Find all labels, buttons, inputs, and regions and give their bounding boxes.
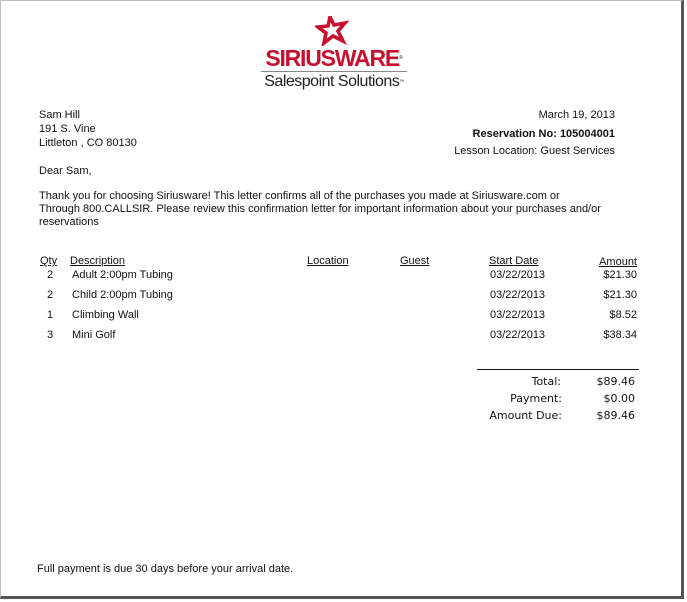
- reservation-number: Reservation No: 105004001: [472, 128, 615, 140]
- recipient-street: 191 S. Vine: [39, 123, 96, 135]
- row-qty: 2: [47, 269, 54, 281]
- row-qty: 2: [47, 289, 54, 301]
- logo-divider: [261, 71, 407, 72]
- totals-divider: [477, 369, 639, 370]
- row-start-date: 03/22/2013: [490, 289, 546, 301]
- row-start-date: 03/22/2013: [490, 329, 546, 341]
- row-amount: $38.34: [603, 329, 637, 341]
- payment-label: Payment:: [510, 392, 562, 405]
- total-value: $89.46: [596, 375, 635, 388]
- recipient-city-state-zip: Littleton , CO 80130: [39, 137, 137, 149]
- body-line-2: Through 800.CALLSIR. Please review this confirmation letter for important information about your purchases and/or: [39, 203, 601, 215]
- row-qty: 1: [47, 309, 54, 321]
- row-description: Mini Golf: [72, 329, 116, 341]
- row-start-date: 03/22/2013: [490, 269, 546, 281]
- row-qty: 3: [47, 329, 54, 341]
- row-description: Child 2:00pm Tubing: [72, 289, 173, 301]
- row-amount: $21.30: [603, 289, 637, 301]
- row-amount: $8.52: [609, 309, 637, 321]
- amount-due-label: Amount Due:: [489, 409, 562, 422]
- header-start-date: Start Date: [489, 255, 539, 267]
- payment-value: $0.00: [603, 392, 635, 405]
- header-qty: Qty: [40, 255, 58, 267]
- body-line-1: Thank you for choosing Siriusware! This letter confirms all of the purchases you made at Siriusware.com or: [39, 190, 560, 202]
- letter-date: March 19, 2013: [538, 109, 615, 121]
- amount-due-value: $89.46: [596, 409, 635, 422]
- header-description: Description: [70, 255, 126, 267]
- row-amount: $21.30: [603, 269, 637, 281]
- siriusware-logo: [259, 16, 409, 94]
- row-description: Climbing Wall: [72, 309, 139, 321]
- row-description: Adult 2:00pm Tubing: [72, 269, 173, 281]
- header-amount: Amount: [599, 256, 637, 268]
- logo-tagline: Salespoint Solutions™: [264, 73, 404, 90]
- row-start-date: 03/22/2013: [490, 309, 546, 321]
- logo-brand-text: SIRIUSWARE®: [265, 45, 403, 71]
- total-label: Total:: [531, 375, 561, 388]
- recipient-name: Sam Hill: [39, 109, 80, 121]
- lesson-location: Lesson Location: Guest Services: [454, 145, 615, 157]
- star-logo-icon: [315, 16, 349, 46]
- body-line-3: reservations: [39, 216, 99, 228]
- header-location: Location: [307, 255, 349, 267]
- payment-terms-footer: Full payment is due 30 days before your arrival date.: [37, 563, 294, 575]
- salutation: Dear Sam,: [39, 165, 92, 177]
- header-guest: Guest: [400, 255, 430, 267]
